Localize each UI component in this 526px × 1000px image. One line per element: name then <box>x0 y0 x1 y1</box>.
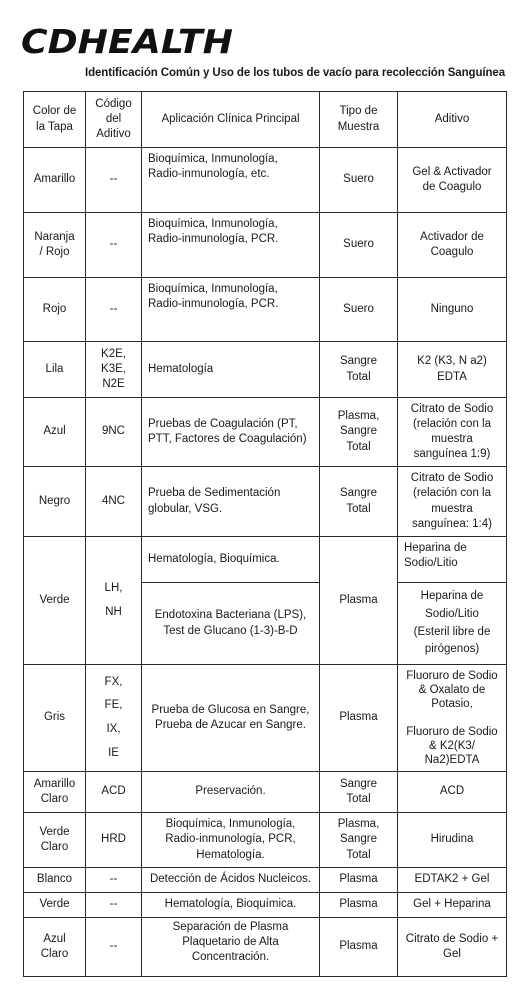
cell-aditivo: Citrato de Sodio (relación con la muestra sanguínea 1:9) <box>398 398 507 467</box>
cell-color: Azul <box>24 398 86 467</box>
cell-aplicacion: Prueba de Glucosa en Sangre, Prueba de Azucar en Sangre. <box>142 665 320 772</box>
cell-codigo: K2E, K3E, N2E <box>86 342 142 398</box>
cell-tipo: Suero <box>320 213 398 278</box>
cell-aplicacion: Preservación. <box>142 772 320 813</box>
cell-aplicacion: Separación de Plasma Plaquetario de Alta Concentración. <box>142 918 320 977</box>
cell-aplicacion: Hematología, Bioquímica. <box>142 537 320 583</box>
page-title: Identificación Común y Uso de los tubos de vacío para recolección Sanguínea <box>84 67 505 79</box>
table-row <box>24 278 507 342</box>
table-row <box>24 398 507 467</box>
cell-color: Gris <box>24 665 86 772</box>
cell-aplicacion: Hematología <box>142 342 320 398</box>
cell-aditivo: ACD <box>398 772 507 813</box>
cell-color: Verde <box>24 537 86 665</box>
cell-aditivo: Heparina de Sodio/Litio <box>398 537 507 583</box>
table-row <box>24 148 507 213</box>
cell-color: Azul Claro <box>24 918 86 977</box>
cell-codigo: 4NC <box>86 467 142 537</box>
cell-aditivo: Fluoruro de Sodio & Oxalato de Potasio, Fluoruro de Sodio & K2(K3/ Na2)EDTA <box>398 665 507 772</box>
cell-color: Blanco <box>24 868 86 893</box>
cell-codigo: FX, FE, IX, IE <box>86 665 142 772</box>
cell-tipo: Plasma <box>320 893 398 918</box>
cell-aplicacion: Bioquímica, Inmunología, Radio-inmunología, PCR. <box>142 213 320 278</box>
cell-tipo: Suero <box>320 278 398 342</box>
table-row <box>24 772 507 813</box>
table-row <box>24 893 507 918</box>
cell-color: Negro <box>24 467 86 537</box>
tube-table <box>23 91 507 977</box>
table-row <box>24 213 507 278</box>
table-header-row <box>24 92 507 148</box>
cell-codigo: -- <box>86 213 142 278</box>
cell-tipo: Suero <box>320 148 398 213</box>
header-tipo: Tipo de Muestra <box>320 92 398 148</box>
table-row <box>24 665 507 772</box>
cell-codigo: -- <box>86 148 142 213</box>
cell-color: Lila <box>24 342 86 398</box>
table-row <box>24 813 507 868</box>
cell-codigo: HRD <box>86 813 142 868</box>
cell-codigo: -- <box>86 893 142 918</box>
cell-tipo: Sangre Total <box>320 342 398 398</box>
cell-aditivo: Citrato de Sodio (relación con la muestra sanguínea: 1:4) <box>398 467 507 537</box>
cell-tipo: Plasma <box>320 868 398 893</box>
cell-aditivo: Hirudina <box>398 813 507 868</box>
cell-color: Naranja / Rojo <box>24 213 86 278</box>
cell-aplicacion: Prueba de Sedimentación globular, VSG. <box>142 467 320 537</box>
cell-tipo: Sangre Total <box>320 772 398 813</box>
cell-color: Rojo <box>24 278 86 342</box>
logo-text: CDHEALTH <box>21 22 234 56</box>
header-color: Color de la Tapa <box>24 92 86 148</box>
header-aditivo: Aditivo <box>398 92 507 148</box>
cell-aditivo: Gel & Activador de Coagulo <box>398 148 507 213</box>
table-row <box>24 537 507 583</box>
cell-codigo: ACD <box>86 772 142 813</box>
cell-aplicacion: Pruebas de Coagulación (PT, PTT, Factores de Coagulación) <box>142 398 320 467</box>
cell-tipo: Plasma <box>320 665 398 772</box>
table-row <box>24 918 507 977</box>
cell-aplicacion: Bioquímica, Inmunología, Radio-inmunología, PCR, Hematología. <box>142 813 320 868</box>
cell-codigo: -- <box>86 868 142 893</box>
cdhealth-logo <box>20 22 235 56</box>
cell-aditivo: Activador de Coagulo <box>398 213 507 278</box>
cell-aditivo: Citrato de Sodio + Gel <box>398 918 507 977</box>
cell-color: Amarillo <box>24 148 86 213</box>
cell-tipo: Plasma <box>320 918 398 977</box>
cell-codigo: LH, NH <box>86 537 142 665</box>
cell-aplicacion: Bioquímica, Inmunología, Radio-inmunología, PCR. <box>142 278 320 342</box>
cell-codigo: -- <box>86 278 142 342</box>
cell-aditivo: K2 (K3, N a2) EDTA <box>398 342 507 398</box>
cell-tipo: Plasma, Sangre Total <box>320 398 398 467</box>
table-row <box>24 868 507 893</box>
cell-color: Amarillo Claro <box>24 772 86 813</box>
cell-codigo: 9NC <box>86 398 142 467</box>
cell-aditivo: Ninguno <box>398 278 507 342</box>
header-aplicacion: Aplicación Clínica Principal <box>142 92 320 148</box>
cell-aditivo: Heparina de Sodio/Litio (Esteril libre de pirógenos) <box>398 583 507 665</box>
cell-aplicacion: Bioquímica, Inmunología, Radio-inmunología, etc. <box>142 148 320 213</box>
cell-aplicacion: Hematología, Bioquímica. <box>142 893 320 918</box>
cell-tipo: Plasma, Sangre Total <box>320 813 398 868</box>
cell-aplicacion: Detección de Ácidos Nucleicos. <box>142 868 320 893</box>
cell-tipo: Sangre Total <box>320 467 398 537</box>
cell-aplicacion: Endotoxina Bacteriana (LPS), Test de Glucano (1-3)-B-D <box>142 583 320 665</box>
cell-aditivo: EDTAK2 + Gel <box>398 868 507 893</box>
header-codigo: Código del Aditivo <box>86 92 142 148</box>
table-row <box>24 342 507 398</box>
cell-color: Verde Claro <box>24 813 86 868</box>
cell-aditivo: Gel + Heparina <box>398 893 507 918</box>
cell-color: Verde <box>24 893 86 918</box>
table-row <box>24 467 507 537</box>
cell-codigo: -- <box>86 918 142 977</box>
cell-tipo: Plasma <box>320 537 398 665</box>
